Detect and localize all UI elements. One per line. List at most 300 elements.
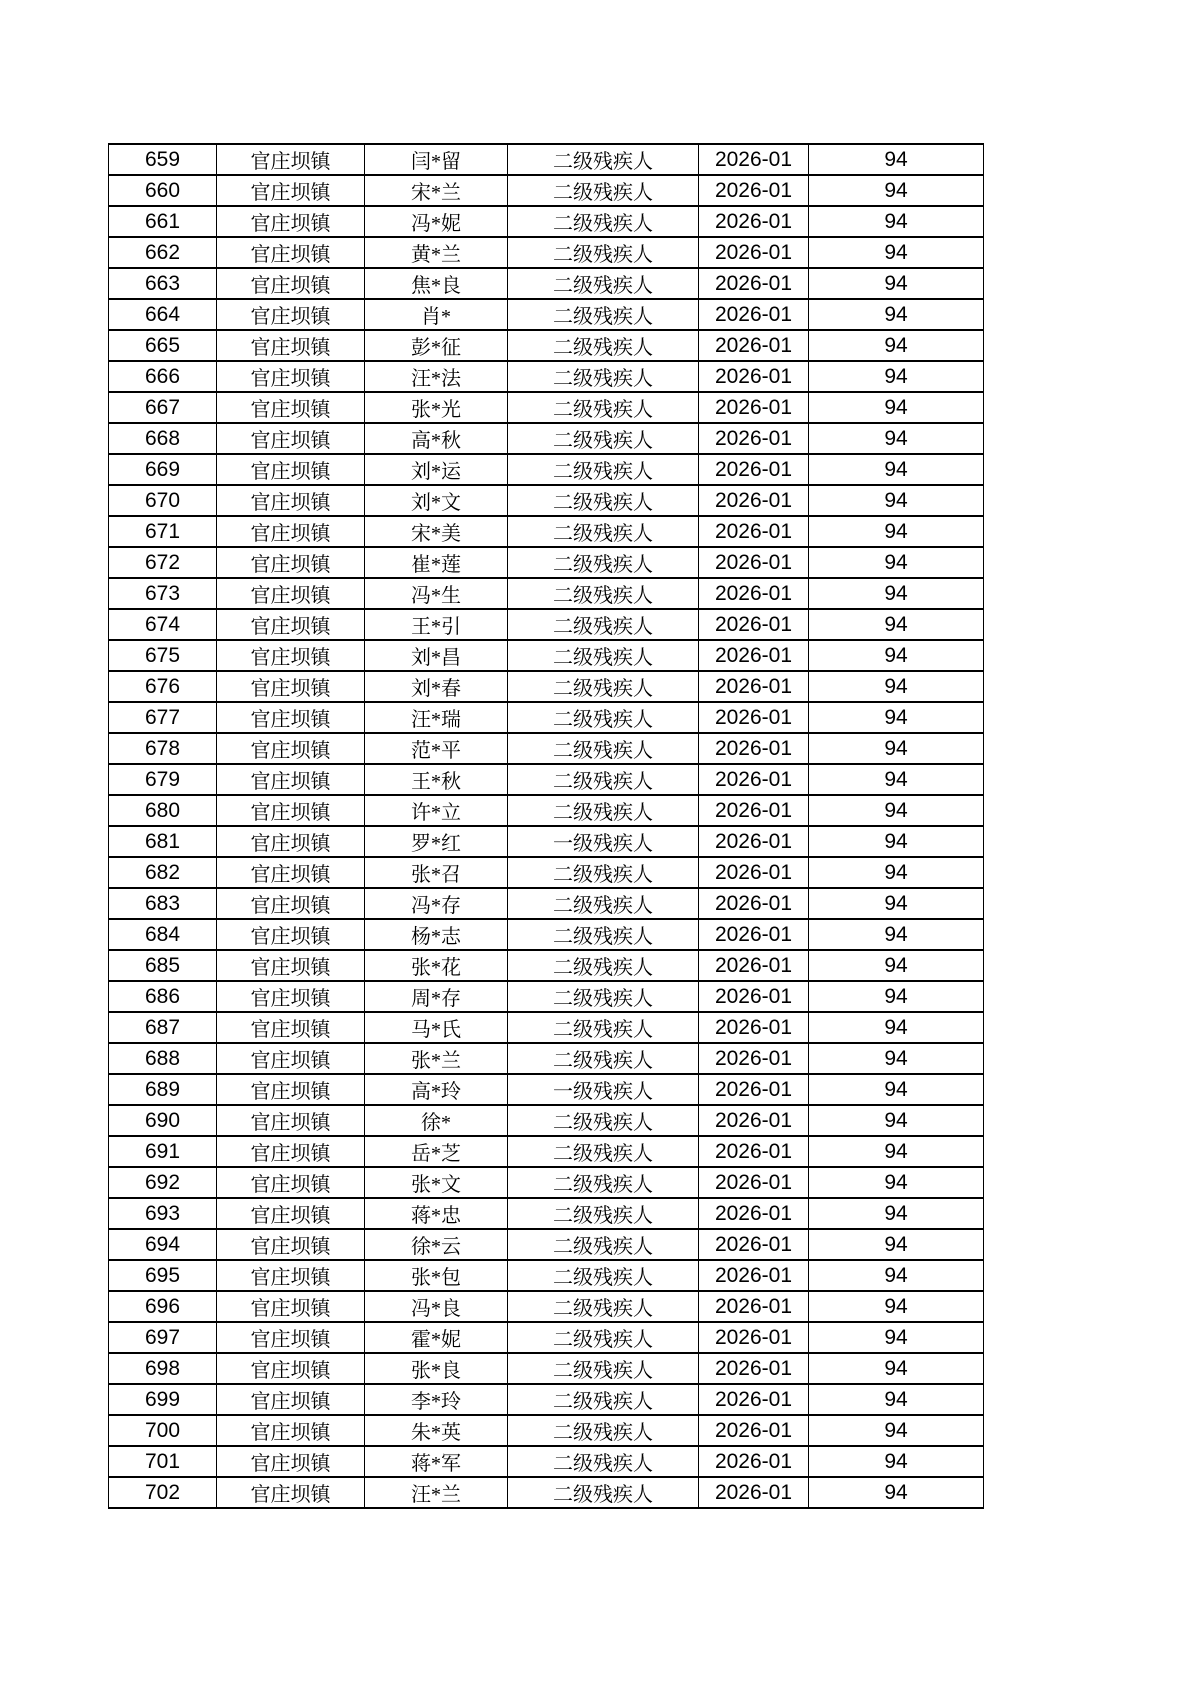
row-number-cell: 667 xyxy=(109,392,217,423)
category-cell: 二级残疾人 xyxy=(508,144,699,175)
category-cell: 二级残疾人 xyxy=(508,578,699,609)
month-cell: 2026-01 xyxy=(699,1043,809,1074)
month-cell: 2026-01 xyxy=(699,1477,809,1508)
row-number-cell: 685 xyxy=(109,950,217,981)
category-cell: 二级残疾人 xyxy=(508,640,699,671)
table-row xyxy=(109,454,984,485)
table-row xyxy=(109,1260,984,1291)
category-cell: 二级残疾人 xyxy=(508,1291,699,1322)
town-cell: 官庄坝镇 xyxy=(217,578,365,609)
table-row xyxy=(109,578,984,609)
month-cell: 2026-01 xyxy=(699,361,809,392)
table-row xyxy=(109,392,984,423)
town-cell: 官庄坝镇 xyxy=(217,516,365,547)
row-number-cell: 698 xyxy=(109,1353,217,1384)
amount-cell: 94 xyxy=(809,1477,984,1508)
town-cell: 官庄坝镇 xyxy=(217,640,365,671)
amount-cell: 94 xyxy=(809,671,984,702)
amount-cell: 94 xyxy=(809,1167,984,1198)
name-cell: 汪*法 xyxy=(365,361,508,392)
month-cell: 2026-01 xyxy=(699,795,809,826)
name-cell: 徐*云 xyxy=(365,1229,508,1260)
table-row xyxy=(109,1136,984,1167)
amount-cell: 94 xyxy=(809,1322,984,1353)
month-cell: 2026-01 xyxy=(699,1260,809,1291)
category-cell: 二级残疾人 xyxy=(508,1198,699,1229)
table-row xyxy=(109,330,984,361)
name-cell: 宋*兰 xyxy=(365,175,508,206)
name-cell: 刘*春 xyxy=(365,671,508,702)
category-cell: 二级残疾人 xyxy=(508,237,699,268)
name-cell: 蒋*忠 xyxy=(365,1198,508,1229)
month-cell: 2026-01 xyxy=(699,1415,809,1446)
table-row xyxy=(109,671,984,702)
category-cell: 二级残疾人 xyxy=(508,981,699,1012)
town-cell: 官庄坝镇 xyxy=(217,1477,365,1508)
month-cell: 2026-01 xyxy=(699,1136,809,1167)
category-cell: 二级残疾人 xyxy=(508,1384,699,1415)
name-cell: 彭*征 xyxy=(365,330,508,361)
row-number-cell: 694 xyxy=(109,1229,217,1260)
amount-cell: 94 xyxy=(809,330,984,361)
category-cell: 二级残疾人 xyxy=(508,1353,699,1384)
town-cell: 官庄坝镇 xyxy=(217,1260,365,1291)
name-cell: 肖* xyxy=(365,299,508,330)
name-cell: 张*包 xyxy=(365,1260,508,1291)
month-cell: 2026-01 xyxy=(699,1074,809,1105)
row-number-cell: 696 xyxy=(109,1291,217,1322)
name-cell: 冯*生 xyxy=(365,578,508,609)
row-number-cell: 664 xyxy=(109,299,217,330)
name-cell: 高*玲 xyxy=(365,1074,508,1105)
town-cell: 官庄坝镇 xyxy=(217,1384,365,1415)
row-number-cell: 668 xyxy=(109,423,217,454)
row-number-cell: 675 xyxy=(109,640,217,671)
row-number-cell: 683 xyxy=(109,888,217,919)
amount-cell: 94 xyxy=(809,702,984,733)
amount-cell: 94 xyxy=(809,826,984,857)
name-cell: 张*良 xyxy=(365,1353,508,1384)
amount-cell: 94 xyxy=(809,609,984,640)
amount-cell: 94 xyxy=(809,268,984,299)
amount-cell: 94 xyxy=(809,1074,984,1105)
table-row xyxy=(109,268,984,299)
table-row xyxy=(109,1043,984,1074)
row-number-cell: 677 xyxy=(109,702,217,733)
town-cell: 官庄坝镇 xyxy=(217,919,365,950)
name-cell: 宋*美 xyxy=(365,516,508,547)
amount-cell: 94 xyxy=(809,1105,984,1136)
category-cell: 二级残疾人 xyxy=(508,702,699,733)
amount-cell: 94 xyxy=(809,950,984,981)
name-cell: 李*玲 xyxy=(365,1384,508,1415)
category-cell: 二级残疾人 xyxy=(508,392,699,423)
town-cell: 官庄坝镇 xyxy=(217,206,365,237)
month-cell: 2026-01 xyxy=(699,144,809,175)
row-number-cell: 666 xyxy=(109,361,217,392)
town-cell: 官庄坝镇 xyxy=(217,268,365,299)
category-cell: 二级残疾人 xyxy=(508,423,699,454)
row-number-cell: 701 xyxy=(109,1446,217,1477)
category-cell: 二级残疾人 xyxy=(508,1167,699,1198)
row-number-cell: 692 xyxy=(109,1167,217,1198)
month-cell: 2026-01 xyxy=(699,454,809,485)
row-number-cell: 679 xyxy=(109,764,217,795)
category-cell: 二级残疾人 xyxy=(508,268,699,299)
name-cell: 马*氏 xyxy=(365,1012,508,1043)
town-cell: 官庄坝镇 xyxy=(217,1012,365,1043)
table-row xyxy=(109,423,984,454)
category-cell: 二级残疾人 xyxy=(508,330,699,361)
amount-cell: 94 xyxy=(809,981,984,1012)
month-cell: 2026-01 xyxy=(699,485,809,516)
row-number-cell: 665 xyxy=(109,330,217,361)
category-cell: 二级残疾人 xyxy=(508,1043,699,1074)
name-cell: 杨*志 xyxy=(365,919,508,950)
town-cell: 官庄坝镇 xyxy=(217,1043,365,1074)
name-cell: 岳*芝 xyxy=(365,1136,508,1167)
table-row xyxy=(109,1477,984,1508)
month-cell: 2026-01 xyxy=(699,950,809,981)
category-cell: 二级残疾人 xyxy=(508,547,699,578)
table-row xyxy=(109,144,984,175)
town-cell: 官庄坝镇 xyxy=(217,547,365,578)
row-number-cell: 691 xyxy=(109,1136,217,1167)
amount-cell: 94 xyxy=(809,237,984,268)
category-cell: 二级残疾人 xyxy=(508,299,699,330)
amount-cell: 94 xyxy=(809,516,984,547)
table-row xyxy=(109,1167,984,1198)
month-cell: 2026-01 xyxy=(699,1105,809,1136)
town-cell: 官庄坝镇 xyxy=(217,795,365,826)
month-cell: 2026-01 xyxy=(699,1446,809,1477)
category-cell: 二级残疾人 xyxy=(508,795,699,826)
name-cell: 闫*留 xyxy=(365,144,508,175)
table-row xyxy=(109,950,984,981)
amount-cell: 94 xyxy=(809,547,984,578)
row-number-cell: 693 xyxy=(109,1198,217,1229)
town-cell: 官庄坝镇 xyxy=(217,857,365,888)
amount-cell: 94 xyxy=(809,1260,984,1291)
town-cell: 官庄坝镇 xyxy=(217,361,365,392)
table-row xyxy=(109,1229,984,1260)
table-row xyxy=(109,733,984,764)
amount-cell: 94 xyxy=(809,888,984,919)
month-cell: 2026-01 xyxy=(699,981,809,1012)
category-cell: 二级残疾人 xyxy=(508,206,699,237)
amount-cell: 94 xyxy=(809,1229,984,1260)
amount-cell: 94 xyxy=(809,919,984,950)
amount-cell: 94 xyxy=(809,485,984,516)
name-cell: 蒋*军 xyxy=(365,1446,508,1477)
town-cell: 官庄坝镇 xyxy=(217,950,365,981)
town-cell: 官庄坝镇 xyxy=(217,175,365,206)
category-cell: 二级残疾人 xyxy=(508,1446,699,1477)
town-cell: 官庄坝镇 xyxy=(217,1322,365,1353)
table-row xyxy=(109,1105,984,1136)
category-cell: 二级残疾人 xyxy=(508,1105,699,1136)
row-number-cell: 661 xyxy=(109,206,217,237)
table-row xyxy=(109,640,984,671)
month-cell: 2026-01 xyxy=(699,392,809,423)
table-row xyxy=(109,764,984,795)
town-cell: 官庄坝镇 xyxy=(217,888,365,919)
category-cell: 一级残疾人 xyxy=(508,826,699,857)
month-cell: 2026-01 xyxy=(699,268,809,299)
amount-cell: 94 xyxy=(809,206,984,237)
table-row xyxy=(109,1291,984,1322)
table-row xyxy=(109,299,984,330)
row-number-cell: 672 xyxy=(109,547,217,578)
table-row xyxy=(109,485,984,516)
name-cell: 徐* xyxy=(365,1105,508,1136)
category-cell: 一级残疾人 xyxy=(508,1074,699,1105)
category-cell: 二级残疾人 xyxy=(508,1477,699,1508)
row-number-cell: 681 xyxy=(109,826,217,857)
category-cell: 二级残疾人 xyxy=(508,1229,699,1260)
table-row xyxy=(109,1074,984,1105)
name-cell: 高*秋 xyxy=(365,423,508,454)
category-cell: 二级残疾人 xyxy=(508,764,699,795)
name-cell: 刘*昌 xyxy=(365,640,508,671)
name-cell: 焦*良 xyxy=(365,268,508,299)
row-number-cell: 695 xyxy=(109,1260,217,1291)
month-cell: 2026-01 xyxy=(699,1198,809,1229)
category-cell: 二级残疾人 xyxy=(508,485,699,516)
category-cell: 二级残疾人 xyxy=(508,1136,699,1167)
row-number-cell: 697 xyxy=(109,1322,217,1353)
month-cell: 2026-01 xyxy=(699,1012,809,1043)
month-cell: 2026-01 xyxy=(699,1229,809,1260)
town-cell: 官庄坝镇 xyxy=(217,1105,365,1136)
name-cell: 王*引 xyxy=(365,609,508,640)
amount-cell: 94 xyxy=(809,857,984,888)
town-cell: 官庄坝镇 xyxy=(217,702,365,733)
month-cell: 2026-01 xyxy=(699,237,809,268)
amount-cell: 94 xyxy=(809,640,984,671)
table-sheet xyxy=(108,143,983,1509)
month-cell: 2026-01 xyxy=(699,1322,809,1353)
amount-cell: 94 xyxy=(809,1446,984,1477)
table-row xyxy=(109,1415,984,1446)
town-cell: 官庄坝镇 xyxy=(217,609,365,640)
town-cell: 官庄坝镇 xyxy=(217,392,365,423)
row-number-cell: 690 xyxy=(109,1105,217,1136)
month-cell: 2026-01 xyxy=(699,733,809,764)
category-cell: 二级残疾人 xyxy=(508,609,699,640)
town-cell: 官庄坝镇 xyxy=(217,1074,365,1105)
name-cell: 范*平 xyxy=(365,733,508,764)
town-cell: 官庄坝镇 xyxy=(217,1291,365,1322)
table-row xyxy=(109,857,984,888)
town-cell: 官庄坝镇 xyxy=(217,1198,365,1229)
row-number-cell: 699 xyxy=(109,1384,217,1415)
category-cell: 二级残疾人 xyxy=(508,671,699,702)
name-cell: 张*文 xyxy=(365,1167,508,1198)
town-cell: 官庄坝镇 xyxy=(217,330,365,361)
month-cell: 2026-01 xyxy=(699,919,809,950)
amount-cell: 94 xyxy=(809,733,984,764)
town-cell: 官庄坝镇 xyxy=(217,485,365,516)
amount-cell: 94 xyxy=(809,392,984,423)
month-cell: 2026-01 xyxy=(699,671,809,702)
month-cell: 2026-01 xyxy=(699,423,809,454)
name-cell: 崔*莲 xyxy=(365,547,508,578)
amount-cell: 94 xyxy=(809,795,984,826)
town-cell: 官庄坝镇 xyxy=(217,1353,365,1384)
row-number-cell: 688 xyxy=(109,1043,217,1074)
row-number-cell: 674 xyxy=(109,609,217,640)
name-cell: 罗*红 xyxy=(365,826,508,857)
month-cell: 2026-01 xyxy=(699,702,809,733)
category-cell: 二级残疾人 xyxy=(508,888,699,919)
amount-cell: 94 xyxy=(809,1012,984,1043)
amount-cell: 94 xyxy=(809,1291,984,1322)
table-row xyxy=(109,516,984,547)
row-number-cell: 687 xyxy=(109,1012,217,1043)
name-cell: 张*兰 xyxy=(365,1043,508,1074)
town-cell: 官庄坝镇 xyxy=(217,1446,365,1477)
row-number-cell: 676 xyxy=(109,671,217,702)
table-row xyxy=(109,1012,984,1043)
amount-cell: 94 xyxy=(809,361,984,392)
row-number-cell: 700 xyxy=(109,1415,217,1446)
row-number-cell: 680 xyxy=(109,795,217,826)
month-cell: 2026-01 xyxy=(699,299,809,330)
name-cell: 黄*兰 xyxy=(365,237,508,268)
amount-cell: 94 xyxy=(809,454,984,485)
amount-cell: 94 xyxy=(809,1198,984,1229)
table-row xyxy=(109,609,984,640)
town-cell: 官庄坝镇 xyxy=(217,237,365,268)
table-body xyxy=(109,144,984,1508)
month-cell: 2026-01 xyxy=(699,547,809,578)
row-number-cell: 682 xyxy=(109,857,217,888)
name-cell: 冯*妮 xyxy=(365,206,508,237)
town-cell: 官庄坝镇 xyxy=(217,1415,365,1446)
name-cell: 张*花 xyxy=(365,950,508,981)
row-number-cell: 689 xyxy=(109,1074,217,1105)
month-cell: 2026-01 xyxy=(699,888,809,919)
table-row xyxy=(109,888,984,919)
month-cell: 2026-01 xyxy=(699,516,809,547)
category-cell: 二级残疾人 xyxy=(508,1260,699,1291)
month-cell: 2026-01 xyxy=(699,1384,809,1415)
table-row xyxy=(109,237,984,268)
name-cell: 刘*文 xyxy=(365,485,508,516)
table-row xyxy=(109,1384,984,1415)
category-cell: 二级残疾人 xyxy=(508,1322,699,1353)
row-number-cell: 678 xyxy=(109,733,217,764)
town-cell: 官庄坝镇 xyxy=(217,671,365,702)
amount-cell: 94 xyxy=(809,175,984,206)
month-cell: 2026-01 xyxy=(699,764,809,795)
table-row xyxy=(109,206,984,237)
table-row xyxy=(109,702,984,733)
town-cell: 官庄坝镇 xyxy=(217,1136,365,1167)
category-cell: 二级残疾人 xyxy=(508,361,699,392)
name-cell: 冯*良 xyxy=(365,1291,508,1322)
row-number-cell: 663 xyxy=(109,268,217,299)
category-cell: 二级残疾人 xyxy=(508,919,699,950)
name-cell: 许*立 xyxy=(365,795,508,826)
amount-cell: 94 xyxy=(809,578,984,609)
name-cell: 汪*瑞 xyxy=(365,702,508,733)
month-cell: 2026-01 xyxy=(699,640,809,671)
name-cell: 周*存 xyxy=(365,981,508,1012)
amount-cell: 94 xyxy=(809,1415,984,1446)
table-row xyxy=(109,826,984,857)
row-number-cell: 686 xyxy=(109,981,217,1012)
month-cell: 2026-01 xyxy=(699,578,809,609)
table-row xyxy=(109,1322,984,1353)
month-cell: 2026-01 xyxy=(699,330,809,361)
category-cell: 二级残疾人 xyxy=(508,733,699,764)
month-cell: 2026-01 xyxy=(699,826,809,857)
category-cell: 二级残疾人 xyxy=(508,175,699,206)
month-cell: 2026-01 xyxy=(699,175,809,206)
category-cell: 二级残疾人 xyxy=(508,857,699,888)
town-cell: 官庄坝镇 xyxy=(217,764,365,795)
category-cell: 二级残疾人 xyxy=(508,950,699,981)
name-cell: 冯*存 xyxy=(365,888,508,919)
town-cell: 官庄坝镇 xyxy=(217,454,365,485)
table-row xyxy=(109,1353,984,1384)
table-row xyxy=(109,361,984,392)
category-cell: 二级残疾人 xyxy=(508,454,699,485)
town-cell: 官庄坝镇 xyxy=(217,981,365,1012)
month-cell: 2026-01 xyxy=(699,857,809,888)
table-row xyxy=(109,1446,984,1477)
category-cell: 二级残疾人 xyxy=(508,516,699,547)
town-cell: 官庄坝镇 xyxy=(217,299,365,330)
amount-cell: 94 xyxy=(809,423,984,454)
row-number-cell: 673 xyxy=(109,578,217,609)
table-row xyxy=(109,981,984,1012)
month-cell: 2026-01 xyxy=(699,609,809,640)
month-cell: 2026-01 xyxy=(699,1291,809,1322)
benefits-table xyxy=(108,143,984,1509)
amount-cell: 94 xyxy=(809,764,984,795)
name-cell: 张*召 xyxy=(365,857,508,888)
row-number-cell: 659 xyxy=(109,144,217,175)
amount-cell: 94 xyxy=(809,1384,984,1415)
table-row xyxy=(109,919,984,950)
town-cell: 官庄坝镇 xyxy=(217,1167,365,1198)
town-cell: 官庄坝镇 xyxy=(217,144,365,175)
amount-cell: 94 xyxy=(809,1043,984,1074)
amount-cell: 94 xyxy=(809,299,984,330)
month-cell: 2026-01 xyxy=(699,206,809,237)
name-cell: 王*秋 xyxy=(365,764,508,795)
row-number-cell: 702 xyxy=(109,1477,217,1508)
row-number-cell: 669 xyxy=(109,454,217,485)
name-cell: 汪*兰 xyxy=(365,1477,508,1508)
name-cell: 张*光 xyxy=(365,392,508,423)
name-cell: 朱*英 xyxy=(365,1415,508,1446)
amount-cell: 94 xyxy=(809,1136,984,1167)
town-cell: 官庄坝镇 xyxy=(217,423,365,454)
table-row xyxy=(109,795,984,826)
row-number-cell: 660 xyxy=(109,175,217,206)
amount-cell: 94 xyxy=(809,144,984,175)
row-number-cell: 670 xyxy=(109,485,217,516)
table-row xyxy=(109,547,984,578)
row-number-cell: 662 xyxy=(109,237,217,268)
name-cell: 刘*运 xyxy=(365,454,508,485)
table-row xyxy=(109,175,984,206)
amount-cell: 94 xyxy=(809,1353,984,1384)
